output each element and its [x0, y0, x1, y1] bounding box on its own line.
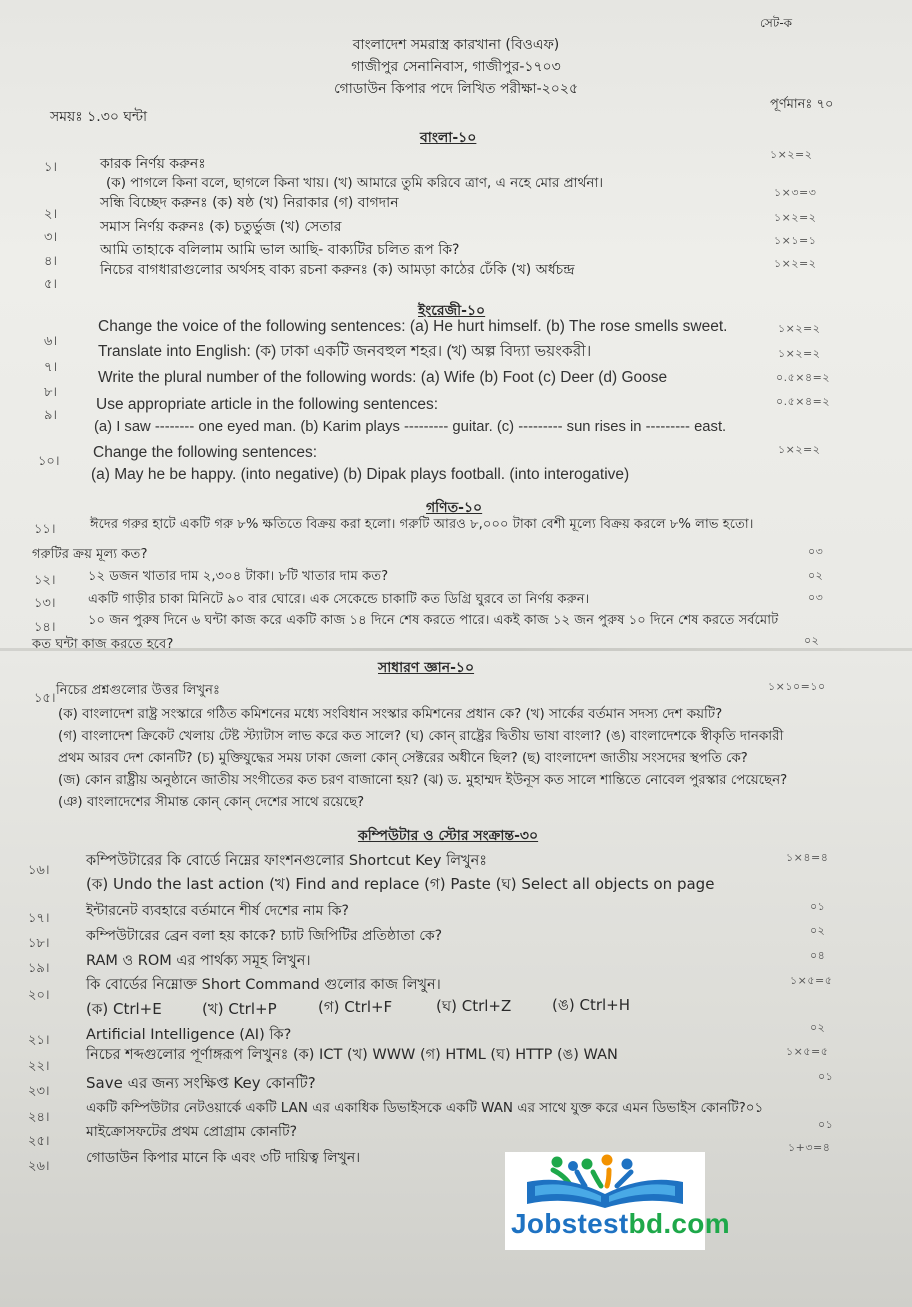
question-number: ১। [44, 160, 58, 175]
question-number: ২১। [28, 1033, 50, 1048]
question-marks: ১×২=২ [778, 443, 821, 456]
question-number: ২৪। [28, 1110, 50, 1125]
gk-line: প্রথম আরব দেশ কোনটি? (চ) মুক্তিযুদ্ধের সময় ঢাকা জেলা কোন্ সেক্টরের অধীনে ছিল? (ছ) বাংলাদেশ জাতীয় সংসদের স্থপতি কে? [58, 751, 748, 766]
question-marks: ০১ [818, 1118, 834, 1131]
question-marks: ০.৫×৪=২ [776, 395, 831, 408]
question-number: ১৭। [28, 911, 50, 926]
question-marks: ১×৪=৪ [786, 851, 829, 864]
logo-book-icon [505, 1152, 705, 1212]
section-bangla: বাংলা-১০ [420, 130, 477, 146]
question-24: একটি কম্পিউটার নেটওয়ার্কে একটি LAN এর একাধিক ডিভাইসকে একটি WAN এর সাথে যুক্ত করে এমন ডিভাইস কোনটি?০১ [86, 1100, 764, 1116]
question-22: নিচের শব্দগুলোর পূর্ণাঙ্গরূপ লিখুনঃ (ক) ICT (খ) WWW (গ) HTML (ঘ) HTTP (ঙ) WAN [86, 1047, 618, 1063]
question-16-sub: (ক) Undo the last action (খ) Find and replace (গ) Paste (ঘ) Select all objects on page [86, 875, 715, 893]
question-13: একটি গাড়ীর চাকা মিনিটে ৯০ বার ঘোরে। এক সেকেন্ডে চাকাটি কত ডিগ্রি ঘুরবে তা নির্ণয় করুন। [88, 592, 590, 607]
question-5: নিচের বাগধারাগুলোর অর্থসহ বাক্য রচনা করুনঃ (ক) আমড়া কাঠের ঢেঁকি (খ) অর্ধচন্দ্র [100, 262, 575, 278]
question-marks: ০.৫×৪=২ [776, 371, 831, 384]
question-marks: ১×৫=৫ [790, 974, 833, 987]
question-19: RAM ও ROM এর পার্থক্য সমূহ লিখুন। [86, 953, 311, 969]
question-number: ৪। [44, 254, 58, 269]
question-number: ৭। [44, 360, 58, 375]
question-7: Translate into English: (ক) ঢাকা একটি জনবহুল শহর। (খ) অল্প বিদ্যা ভয়ংকরী। [98, 343, 592, 360]
question-number: ২৩। [28, 1084, 50, 1099]
question-number: ৫। [44, 277, 58, 292]
question-9-sub: (a) I saw -------- one eyed man. (b) Karim plays --------- guitar. (c) --------- sun rises in --------- east. [94, 419, 727, 435]
question-number: ২০। [28, 988, 50, 1003]
question-17: ইন্টারনেট ব্যবহারে বর্তমানে শীর্ষ দেশের নাম কি? [86, 903, 349, 919]
question-10: Change the following sentences: [93, 444, 318, 461]
question-25: মাইক্রোসফটের প্রথম প্রোগ্রাম কোনটি? [86, 1124, 298, 1140]
shortcut-option: (ক) Ctrl+E [86, 1000, 162, 1018]
exam-time: সময়ঃ ১.৩০ ঘন্টা [50, 109, 148, 125]
question-20: কি বোর্ডের নিম্নোক্ত Short Command গুলোর কাজ লিখুন। [86, 977, 441, 993]
question-23: Save এর জন্য সংক্ষিপ্ত Key কোনটি? [86, 1074, 316, 1092]
question-12: ১২ ডজন খাতার দাম ২,৩০৪ টাকা। ৮টি খাতার দাম কত? [88, 569, 389, 584]
question-number: ২২। [28, 1059, 50, 1074]
question-marks: ০২ [804, 634, 820, 647]
question-marks: ০৩ [808, 591, 824, 604]
question-number: ১৪। [34, 620, 56, 635]
question-marks: ১×১=১ [774, 234, 817, 247]
logo-text [511, 1208, 730, 1240]
question-1: কারক নির্ণয় করুনঃ [100, 156, 206, 172]
question-15: নিচের প্রশ্নগুলোর উত্তর লিখুনঃ [56, 683, 221, 698]
shortcut-option: (খ) Ctrl+P [202, 1000, 277, 1018]
question-marks: ০৪ [810, 949, 826, 962]
question-marks: ০২ [810, 1021, 826, 1034]
shortcut-option: (ঘ) Ctrl+Z [436, 997, 512, 1015]
question-number: ৩। [44, 230, 58, 245]
question-14-sub: কত ঘন্টা কাজ করতে হবে? [32, 637, 174, 652]
jobstestbd-logo [505, 1152, 730, 1250]
question-3: সমাস নির্ণয় করুনঃ (ক) চতুর্ভুজ (খ) সেতার [100, 219, 342, 235]
question-number: ১০। [38, 454, 60, 469]
question-marks: ০৩ [808, 545, 824, 558]
question-6: Change the voice of the following sentences: (a) He hurt himself. (b) The rose smells sweet. [98, 318, 728, 335]
gk-line: (জ) কোন রাষ্ট্রীয় অনুষ্ঠানে জাতীয় সংগীতের কত চরণ বাজানো হয়? (ঝ) ড. মুহাম্মদ ইউনূস কত সালে শান্তিতে নোবেল পুরস্কার পেয়েছেন? [58, 773, 788, 788]
question-marks: ০১ [810, 900, 826, 913]
question-marks: ১×১০=১০ [768, 680, 826, 693]
question-marks: ১×২=২ [778, 347, 821, 360]
question-11: ঈদের গরুর হাটে একটি গরু ৮% ক্ষতিতে বিক্রয় করা হলো। গরুটি আরও ৮,০০০ টাকা বেশী মূল্যে বিক্রয় করলে ৮% লাভ হতো। [90, 517, 754, 532]
question-number: ২৫। [28, 1134, 50, 1149]
question-8: Write the plural number of the following words: (a) Wife (b) Foot (c) Deer (d) Goose [98, 369, 668, 386]
question-number: ৮। [44, 385, 58, 400]
question-number: ১৯। [28, 961, 50, 976]
question-number: ১৬। [28, 863, 50, 878]
gk-line: (ক) বাংলাদেশ রাষ্ট্র সংস্কারে গঠিত কমিশনের মধ্যে সংবিধান সংস্কার কমিশনের প্রধান কে? (খ) সার্কের বর্তমান সদস্য দেশ কয়টি? [58, 707, 723, 722]
section-gk: সাধারণ জ্ঞান-১০ [378, 660, 475, 676]
question-marks: ১+৩=৪ [788, 1141, 831, 1154]
gk-line: (গ) বাংলাদেশ ক্রিকেট খেলায় টেষ্ট স্ট্যাটাস লাভ করে কত সালে? (ঘ) কোন্ রাষ্ট্রের দ্বিতীয় ভাষা বাংলা? (ঙ) বাংলাদেশকে স্বীকৃতি দানকারী [58, 729, 784, 744]
question-9: Use appropriate article in the following sentences: [96, 396, 439, 413]
question-number: ৬। [44, 334, 58, 349]
section-english: ইংরেজী-১০ [418, 303, 486, 319]
question-number: ১১। [34, 522, 56, 537]
question-number: ১৩। [34, 596, 56, 611]
question-1-sub: (ক) পাগলে কিনা বলে, ছাগলে কিনা খায়। (খ) আমারে তুমি করিবে ত্রাণ, এ নহে মোর প্রার্থনা। [106, 175, 604, 191]
question-11-sub: গরুটির ক্রয় মূল্য কত? [32, 547, 148, 562]
question-21: Artificial Intelligence (AI) কি? [86, 1027, 292, 1043]
question-marks: ১×৫=৫ [786, 1045, 829, 1058]
gk-questions [58, 704, 908, 814]
question-14: ১০ জন পুরুষ দিনে ৬ ঘন্টা কাজ করে একটি কাজ ১৪ দিনে শেষ করতে পারে। একই কাজ ১২ জন পুরুষ ১০ দিনে শেষ করতে সর্বমোট [88, 613, 779, 628]
set-label: সেট-ক [760, 16, 793, 30]
question-26: গোডাউন কিপার মানে কি এবং ৩টি দায়িত্ব লিখুন। [86, 1150, 361, 1166]
shortcut-option: (গ) Ctrl+F [318, 998, 393, 1016]
section-math: গণিত-১০ [426, 500, 483, 516]
question-2: সন্ধি বিচ্ছেদ করুনঃ (ক) ষষ্ঠ (খ) নিরাকার (গ) বাগদান [100, 195, 399, 211]
logo-text-primary: Jobstest [511, 1208, 629, 1239]
question-marks: ০১ [818, 1070, 834, 1083]
organization-name: বাংলাদেশ সমরাস্ত্র কারখানা (বিওএফ) [352, 37, 560, 53]
question-number: ১৫। [34, 691, 56, 706]
question-number: ৯। [44, 408, 58, 423]
question-marks: ০২ [808, 569, 824, 582]
gk-line: (ঞ) বাংলাদেশের সীমান্ত কোন্ কোন্ দেশের সাথে রয়েছে? [58, 795, 365, 810]
logo-text-secondary: bd.com [628, 1208, 730, 1239]
full-marks: পূর্ণমানঃ ৭০ [770, 97, 834, 112]
question-10-sub: (a) May he be happy. (into negative) (b) Dipak plays football. (into interogative) [91, 466, 630, 483]
question-marks: ১×৩=৩ [774, 186, 817, 199]
question-18: কম্পিউটারের ব্রেন বলা হয় কাকে? চ্যাট জিপিটির প্রতিষ্ঠাতা কে? [86, 928, 443, 944]
question-number: ২। [44, 207, 58, 222]
exam-title: গোডাউন কিপার পদে লিখিত পরীক্ষা-২০২৫ [333, 81, 579, 97]
location: গাজীপুর সেনানিবাস, গাজীপুর-১৭০৩ [351, 59, 561, 75]
question-number: ১৮। [28, 936, 50, 951]
question-marks: ১×২=২ [774, 211, 817, 224]
question-number: ১২। [34, 573, 56, 588]
question-4: আমি তাহাকে বলিলাম আমি ভাল আছি- বাক্যটির চলিত রূপ কি? [100, 242, 460, 258]
shortcut-option: (ঙ) Ctrl+H [552, 996, 631, 1014]
question-16: কম্পিউটারের কি বোর্ডে নিম্নের ফাংশনগুলোর Shortcut Key লিখুনঃ [86, 853, 487, 869]
question-marks: ১×২=২ [774, 257, 817, 270]
question-marks: ১×২=২ [778, 322, 821, 335]
question-marks: ১×২=২ [770, 148, 813, 161]
section-computer: কম্পিউটার ও স্টোর সংক্রান্ত-৩০ [358, 828, 539, 844]
question-number: ২৬। [28, 1159, 50, 1174]
question-marks: ০২ [810, 924, 826, 937]
